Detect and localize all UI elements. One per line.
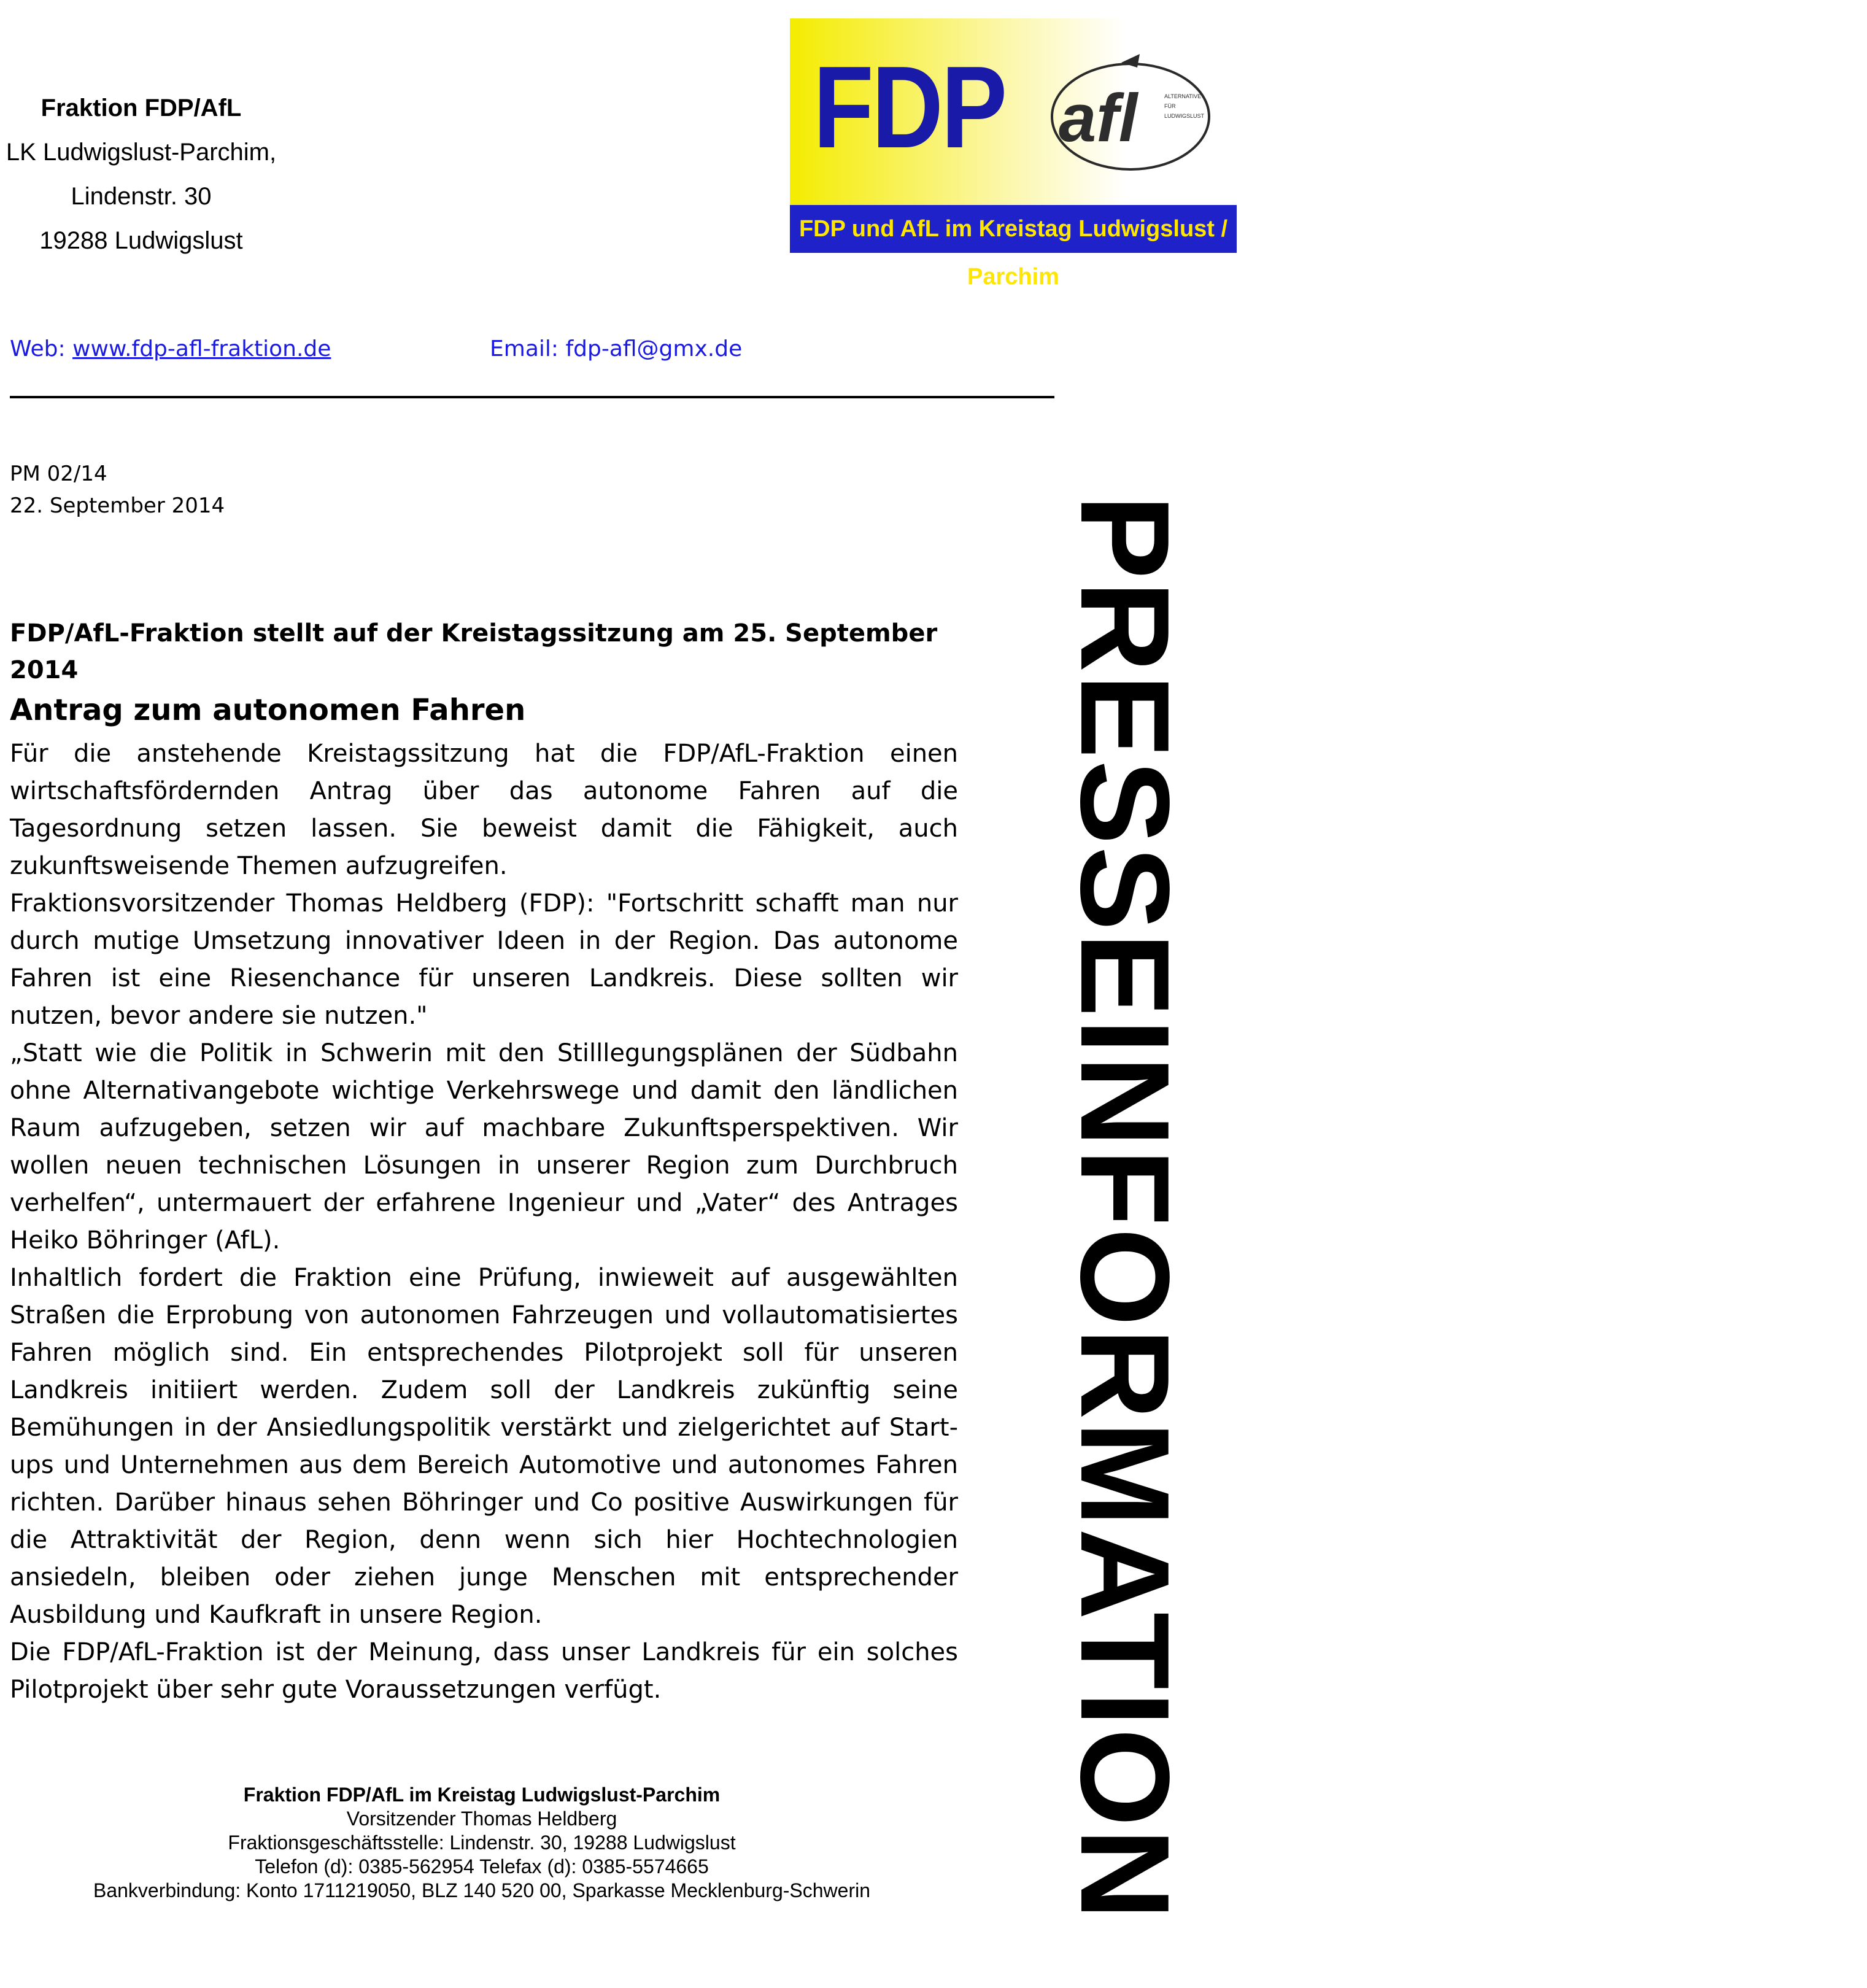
sender-street: Lindenstr. 30	[71, 183, 212, 210]
headline	[10, 615, 967, 732]
website-link[interactable]: www.fdp-afl-fraktion.de	[72, 336, 331, 362]
sender-name: Fraktion FDP/AfL	[41, 95, 242, 122]
contact-line	[10, 336, 1053, 373]
afl-logo-text: afl	[1059, 80, 1138, 156]
side-label-text: PRESSEINFORMATION	[1054, 495, 1196, 1922]
svg-text:FÜR: FÜR	[1164, 103, 1176, 109]
footer-bank: Bankverbindung: Konto 1711219050, BLZ 140 520 00, Sparkasse Mecklenburg-Schwerin	[93, 1879, 870, 1901]
footer-chair: Vorsitzender Thomas Heldberg	[346, 1808, 617, 1830]
afl-logo	[1048, 49, 1213, 178]
sender-city: 19288 Ludwigslust	[39, 227, 243, 254]
press-meta	[10, 458, 225, 522]
footer-phone: Telefon (d): 0385-562954 Telefax (d): 0385-5574665	[255, 1855, 709, 1878]
svg-text:LUDWIGSLUST: LUDWIGSLUST	[1164, 113, 1205, 119]
body-paragraph: Inhaltlich fordert die Fraktion eine Prüfung, inwieweit auf ausgewählten Straßen die Erprobung von autonomen Fahrzeugen und vollautomatisiertes Fahren möglich sind. Ein entsprechendes Pilotprojekt soll für unseren Landkreis initiiert werden. Zudem soll der Landkreis zukünftig seine Bemühungen in der Ansiedlungspolitik verstärkt und zielgerichtet auf Start-ups und Unternehmen aus dem Bereich Automotive und autonomes Fahren richten. Darüber hinaus sehen Böhringer und Co positive Auswirkungen für die Attraktivität der Region, denn wenn sich hier Hochtechnologien ansiedeln, bleiben oder ziehen junge Menschen mit entsprechender Ausbildung und Kaufkraft in unsere Region.	[10, 1264, 958, 1629]
body-paragraph: Die FDP/AfL-Fraktion ist der Meinung, dass unser Landkreis für ein solches Pilotprojekt über sehr gute Voraussetzungen verfügt.	[10, 1638, 958, 1704]
fdp-afl-logo	[790, 18, 1237, 290]
press-number: PM 02/14	[10, 462, 107, 486]
sender-address	[0, 86, 282, 263]
footer	[0, 1783, 964, 1903]
headline-line1: FDP/AfL-Fraktion stellt auf der Kreistagssitzung am 25. September 2014	[10, 619, 938, 684]
web-label: Web:	[10, 336, 73, 362]
body-paragraph: „Statt wie die Politik in Schwerin mit den Stilllegungsplänen der Südbahn ohne Alternativangebote wichtige Verkehrswege und damit den ländlichen Raum aufzugeben, setzen wir auf machbare Zukunftsperspektiven. Wir wollen neuen technischen Lösungen in unserer Region zum Durchbruch verhelfen“, untermauert der erfahrene Ingenieur und „Vater“ des Antrages Heiko Böhringer (AfL).	[10, 1039, 958, 1255]
body-paragraph: Fraktionsvorsitzender Thomas Heldberg (FDP): "Fortschritt schafft man nur durch mutige Umsetzung innovativer Ideen in der Region. Das autonome Fahren ist eine Riesenchance für unseren Landkreis. Diese sollten wir nutzen, bevor andere sie nutzen."	[10, 889, 958, 1030]
email-contact[interactable]: Email: fdp-afl@gmx.de	[490, 336, 743, 362]
header-divider	[10, 396, 1054, 398]
presseinformation-label	[1054, 495, 1196, 1955]
press-date: 22. September 2014	[10, 493, 225, 518]
fdp-logo-text: FDP	[813, 42, 1005, 172]
headline-line2: Antrag zum autonomen Fahren	[10, 693, 526, 727]
afl-oval-icon	[1048, 49, 1213, 178]
footer-office: Fraktionsgeschäftsstelle: Lindenstr. 30, 19288 Ludwigslust	[228, 1831, 736, 1854]
footer-name: Fraktion FDP/AfL im Kreistag Ludwigslust-Parchim	[243, 1784, 721, 1806]
web-contact	[10, 336, 331, 362]
article-body	[10, 735, 958, 1709]
logo-band: FDP und AfL im Kreistag Ludwigslust / Parchim	[790, 205, 1237, 253]
svg-text:ALTERNATIVE: ALTERNATIVE	[1164, 93, 1202, 99]
sender-line1: LK Ludwigslust-Parchim,	[6, 139, 277, 166]
body-paragraph: Für die anstehende Kreistagssitzung hat die FDP/AfL-Fraktion einen wirtschaftsfördernden Antrag über das autonome Fahren auf die Tagesordnung setzen lassen. Sie beweist damit die Fähigkeit, auch zukunftsweisende Themen aufzugreifen.	[10, 740, 958, 880]
